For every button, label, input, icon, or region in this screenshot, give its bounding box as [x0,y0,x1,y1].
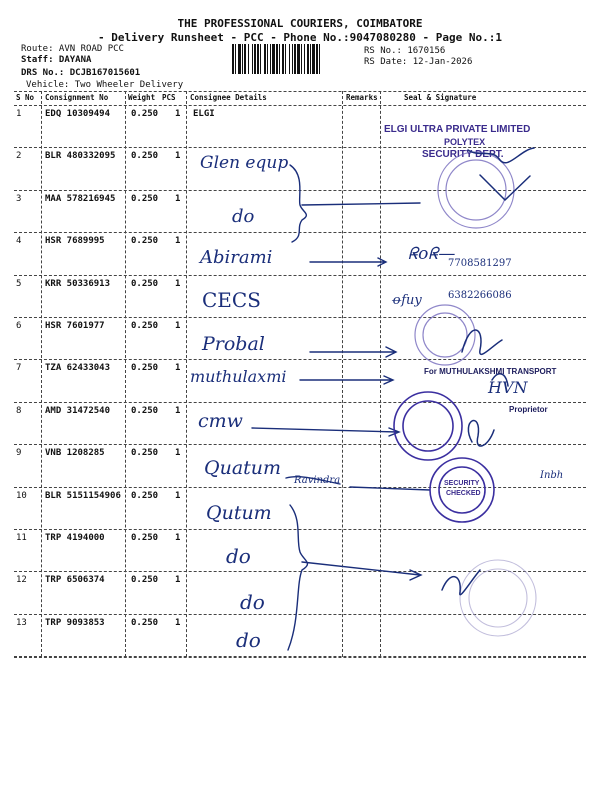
row-sno: 12 [16,575,27,586]
row-consignment-no: TRP 4194000 [45,533,105,543]
col-header-weight: Weight [128,93,156,102]
stamp-elgi-line2: POLYTEX [444,137,486,147]
row-pcs: 1 [175,490,181,501]
row-consignment-no: BLR 480332095 [45,151,116,162]
row-pcs: 1 [175,193,181,204]
row-weight: 0.250 [131,363,159,374]
stamp-muthu-line1: For MUTHULAKSHMI TRANSPORT [424,367,557,376]
row-sno: 3 [16,193,22,204]
handwritten-consignee: Probal [202,333,265,355]
row-pcs: 1 [175,109,181,119]
row-weight: 0.250 [131,151,159,162]
row-sno: 13 [16,617,27,628]
row-weight: 0.250 [131,193,159,204]
handwritten-consignee: muthulaxmi [190,367,287,386]
signature-muthu: HVN [488,378,528,397]
row-weight: 0.250 [131,617,159,628]
row-pcs: 1 [175,278,181,289]
row-consignment-no: EDQ 10309494 [45,109,111,119]
row-consignment-no: BLR 5151154906 [45,490,121,501]
row-consignment-no: TRP 6506374 [45,575,105,586]
runsheet-title-text: Delivery Runsheet - PCC - Phone No.:9047080280 - Page No.:1 [111,31,502,44]
row-weight: 0.250 [131,236,159,247]
handwritten-consignee: Qutum [206,502,272,524]
row-sno: 4 [16,236,22,247]
row-consignment-no: AMD 31472540 [45,405,111,416]
signature-security: Inbh [540,470,564,481]
row-sno: 10 [16,490,27,501]
row-sno: 2 [16,151,22,162]
handwritten-consignee: do [240,590,265,614]
row-weight: 0.250 [131,109,159,119]
drs-number: DRS No.: DCJB167015601 [21,68,141,78]
row-weight: 0.250 [131,448,159,459]
col-header-pcs: PCS [162,93,176,102]
row-consignment-no: TZA 62433043 [45,363,111,374]
row-sno: 11 [16,533,27,543]
row-pcs: 1 [175,236,181,247]
row-pcs: 1 [175,617,181,628]
handwritten-consignee: Glen equp [200,153,289,173]
rs-number: RS No.: 1670156 [364,46,446,56]
row-weight: 0.250 [131,490,159,501]
signature-abirami: ᖇ̶oᖇ̶— [408,244,456,264]
row-sno: 9 [16,448,22,459]
col-header-sno: S No [16,93,35,102]
company-title: THE PROFESSIONAL COURIERS, COIMBATORE [177,17,423,30]
stamp-security-line2: CHECKED [446,490,481,497]
row-pcs: 1 [175,575,181,586]
row-consignee: ELGI [193,109,215,119]
handwritten-consignee: do [226,544,251,568]
route-label: Route: AVN ROAD PCC [21,44,124,54]
row-consignment-no: HSR 7689995 [45,236,105,247]
col-header-seal: Seal & Signature [404,93,477,102]
row-weight: 0.250 [131,575,159,586]
row-weight: 0.250 [131,405,159,416]
handwritten-consignee: CECS [202,288,261,312]
row-pcs: 1 [175,151,181,162]
row-sno: 7 [16,363,22,374]
row-sno: 6 [16,321,22,331]
row-pcs: 1 [175,405,181,416]
handwritten-consignee: Abirami [200,247,273,268]
row-weight: 0.250 [131,278,159,289]
row-sno: 8 [16,405,22,416]
row-consignment-no: MAA 578216945 [45,193,116,204]
staff-label: Staff: DAYANA [21,55,92,65]
col-header-remarks: Remarks [346,93,378,102]
row-consignment-no: KRR 50336913 [45,278,111,289]
stamp-elgi-line1: ELGI ULTRA PRIVATE LIMITED [384,124,531,135]
handwritten-consignee: Quatum [204,457,282,479]
row-consignment-no: TRP 9093853 [45,617,105,628]
signature-phone: 7708581297 [448,258,512,269]
vehicle-label: Vehicle: Two Wheeler Delivery [26,80,184,90]
stamp-elgi-line3: SECURITY DEPT. [422,149,504,160]
row-consignment-no: HSR 7601977 [45,321,105,331]
handwritten-consignee: do [236,628,261,652]
signature-phone: 6382266086 [448,290,512,301]
rs-date: RS Date: 12-Jan-2026 [364,57,473,67]
stamp-security-line1: SECURITY [444,480,480,487]
row-weight: 0.250 [131,533,159,543]
handwritten-consignee: do [232,206,255,227]
row-pcs: 1 [175,363,181,374]
signature-cecs: ꝋfuy [392,293,422,308]
row-weight: 0.250 [131,321,159,331]
col-header-consignee: Consignee Details [190,93,267,102]
stamp-muthu-line2: Proprietor [509,405,548,414]
row-consignment-no: VNB 1208285 [45,448,105,459]
handwritten-consignee: cmw [198,410,243,432]
row-sno: 1 [16,109,22,119]
col-header-consignment: Consignment No [45,93,109,102]
table-bottom-rule [14,657,586,658]
row-sno: 5 [16,278,22,289]
row-pcs: 1 [175,321,181,331]
row-pcs: 1 [175,448,181,459]
row-pcs: 1 [175,533,181,543]
runsheet-title: - Delivery Runsheet - PCC - Phone No.:9047080280 - Page No.:1 [98,31,502,44]
handwritten-note: Ravindra [294,475,341,486]
